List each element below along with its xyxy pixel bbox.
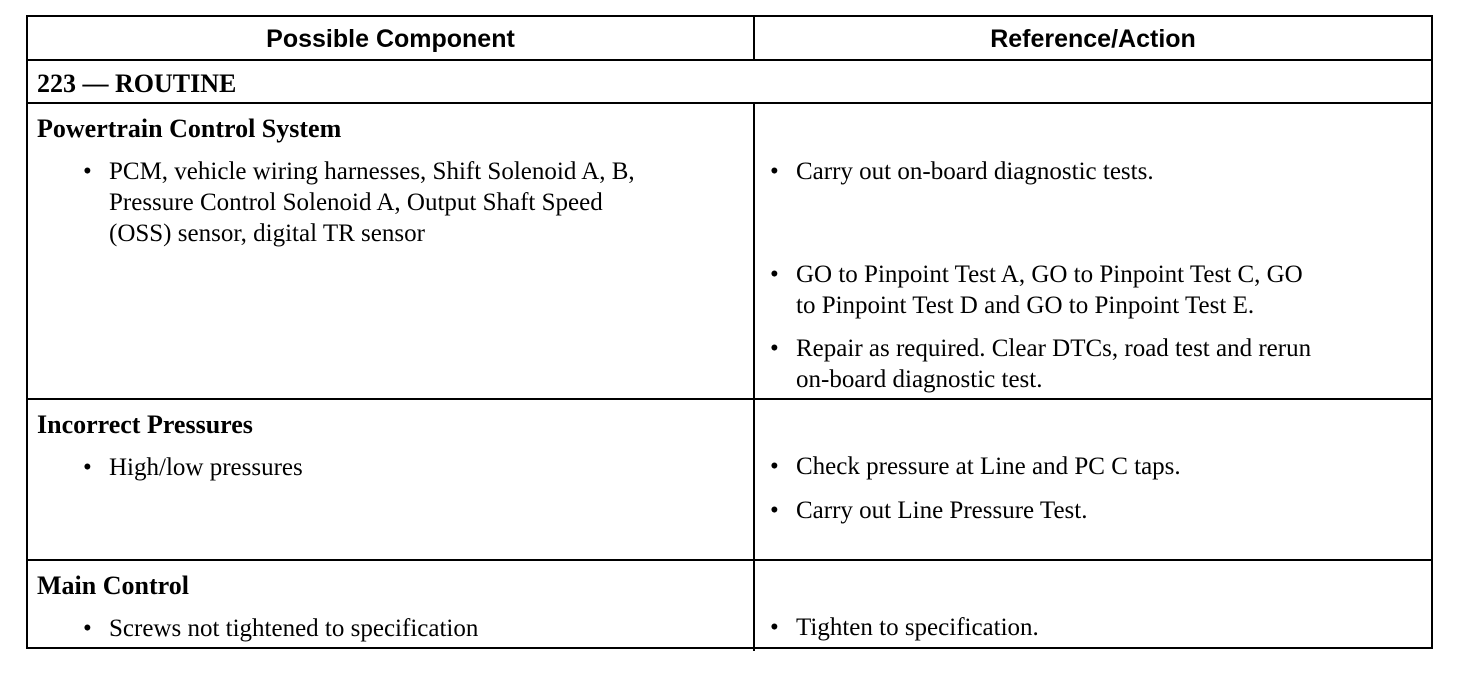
section-title-main-control: Main Control xyxy=(37,571,189,600)
section-title-powertrain: Powertrain Control System xyxy=(37,114,342,143)
bullet-icon: • xyxy=(770,335,779,362)
action-text: Carry out on-board diagnostic tests. xyxy=(796,158,1154,185)
section-divider xyxy=(28,559,1431,561)
column-header-action: Reference/Action xyxy=(990,24,1196,53)
component-text: Screws not tightened to specification xyxy=(109,615,479,642)
bullet-icon: • xyxy=(83,158,92,185)
action-text: Repair as required. Clear DTCs, road test and rerun on-board diagnostic test. xyxy=(796,335,1312,393)
action-text: Tighten to specification. xyxy=(796,614,1039,641)
section-title-pressures: Incorrect Pressures xyxy=(37,410,253,439)
diagnostic-table xyxy=(26,15,1433,649)
section-divider xyxy=(28,398,1431,400)
action-text: Carry out Line Pressure Test. xyxy=(796,497,1088,524)
bullet-icon: • xyxy=(770,261,779,288)
action-text: GO to Pinpoint Test A, GO to Pinpoint Test C, GO to Pinpoint Test D and GO to Pinpoint Test E. xyxy=(796,261,1303,319)
bullet-icon: • xyxy=(83,615,92,642)
bullet-icon: • xyxy=(770,453,779,480)
bullet-icon: • xyxy=(83,454,92,481)
bullet-icon: • xyxy=(770,497,779,524)
column-header-component: Possible Component xyxy=(266,24,515,53)
routine-label: 223 — ROUTINE xyxy=(37,69,237,98)
component-text: PCM, vehicle wiring harnesses, Shift Solenoid A, B, Pressure Control Solenoid A, Output Shaft Speed (OSS) sensor, digital TR sensor xyxy=(109,158,635,247)
routine-divider xyxy=(28,102,1431,104)
bullet-icon: • xyxy=(770,158,779,185)
column-divider-body xyxy=(753,102,755,651)
bullet-icon: • xyxy=(770,614,779,641)
action-text: Check pressure at Line and PC C taps. xyxy=(796,453,1181,480)
component-text: High/low pressures xyxy=(109,454,303,481)
